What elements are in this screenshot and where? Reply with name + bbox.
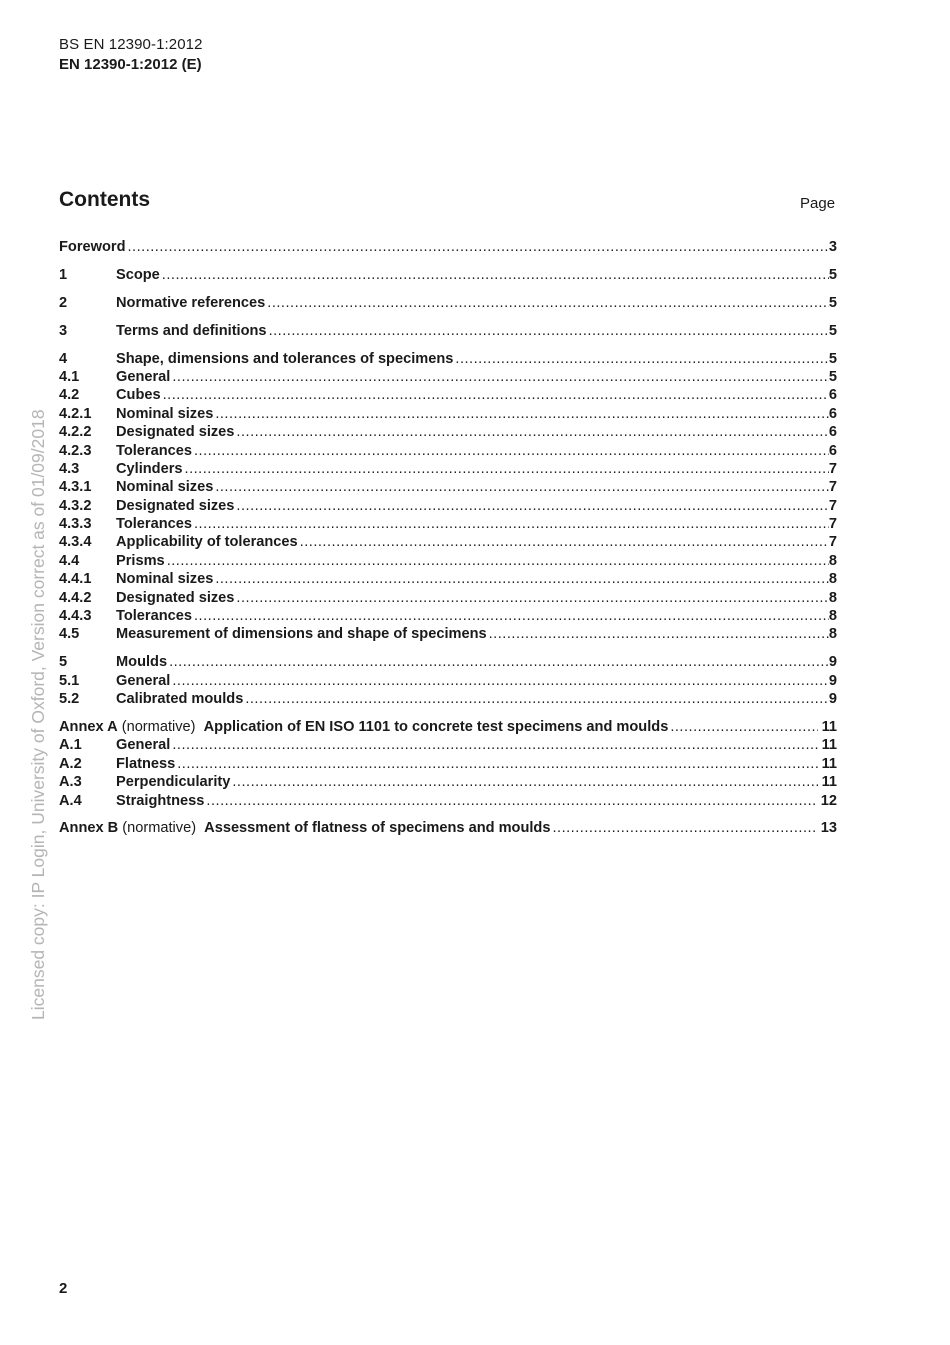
toc-leader xyxy=(236,589,828,607)
toc-entry-annex-a[interactable] xyxy=(59,718,837,736)
toc-page: 6 xyxy=(828,405,837,422)
toc-page: 9 xyxy=(828,654,837,671)
toc-leader xyxy=(177,755,817,773)
toc-number: A.2 xyxy=(59,755,82,772)
toc-title: Normative references xyxy=(116,294,266,311)
toc-entry-foreword[interactable] xyxy=(59,238,837,256)
toc-number: 5.1 xyxy=(59,672,80,689)
document-id: BS EN 12390-1:2012 xyxy=(59,36,203,53)
toc-title: Nominal sizes xyxy=(116,479,214,496)
toc-title: Terms and definitions xyxy=(116,322,267,339)
toc-entry-5[interactable] xyxy=(59,653,837,671)
toc-title: Nominal sizes xyxy=(116,571,214,588)
toc-page: 5 xyxy=(828,350,837,367)
toc-entry-4-1[interactable] xyxy=(59,368,837,386)
toc-leader xyxy=(162,266,829,284)
toc-number: A.1 xyxy=(59,737,82,754)
toc-entry-4-3-2[interactable] xyxy=(59,497,837,515)
toc-page: 11 xyxy=(821,774,837,791)
toc-number: 4.3.3 xyxy=(59,516,92,533)
toc-number: 4.2.3 xyxy=(59,442,92,459)
toc-title: Moulds xyxy=(116,654,168,671)
toc-entry-2[interactable] xyxy=(59,294,837,312)
toc-page: 11 xyxy=(821,737,837,754)
toc-number: 5.2 xyxy=(59,691,80,708)
toc-leader xyxy=(194,442,829,460)
toc-number: 4.3 xyxy=(59,460,80,477)
toc-leader xyxy=(163,386,829,404)
toc-page: 5 xyxy=(828,266,837,283)
toc-number: 3 xyxy=(59,322,68,339)
toc-entry-a-3[interactable] xyxy=(59,773,837,791)
toc-title: Foreword xyxy=(59,239,126,255)
toc-entry-annex-b[interactable] xyxy=(59,819,837,837)
toc-page: 3 xyxy=(828,239,837,255)
toc-page: 7 xyxy=(828,479,837,496)
toc-number: 4.3.4 xyxy=(59,534,92,551)
page-number: 2 xyxy=(59,1280,68,1297)
toc-title: Designated sizes xyxy=(116,497,235,514)
toc-title: Tolerances xyxy=(116,516,192,533)
toc-leader xyxy=(552,819,816,837)
toc-page: 8 xyxy=(828,608,837,625)
toc-entry-5-2[interactable] xyxy=(59,690,837,708)
toc-entry-4-5[interactable] xyxy=(59,625,837,643)
toc-title: Calibrated moulds xyxy=(116,691,244,708)
toc-leader xyxy=(269,322,829,340)
toc-page: 6 xyxy=(828,387,837,404)
toc-annex-label: Annex A xyxy=(59,718,118,735)
toc-annex-qualifier: (normative) xyxy=(121,718,196,735)
toc-entry-4[interactable] xyxy=(59,350,837,368)
toc-title: Flatness xyxy=(116,755,176,772)
toc-title: Tolerances xyxy=(116,442,192,459)
toc-title: Cylinders xyxy=(116,460,183,477)
toc-leader xyxy=(236,497,828,515)
toc-leader xyxy=(167,552,829,570)
toc-entry-4-4-2[interactable] xyxy=(59,589,837,607)
toc-page: 11 xyxy=(821,755,837,772)
toc-page: 9 xyxy=(828,672,837,689)
toc-number: A.3 xyxy=(59,774,82,791)
toc-entry-4-3-3[interactable] xyxy=(59,515,837,533)
toc-entry-4-2-2[interactable] xyxy=(59,423,837,441)
toc-page: 8 xyxy=(828,552,837,569)
toc-entry-1[interactable] xyxy=(59,266,837,284)
toc-leader xyxy=(194,607,829,625)
toc-leader xyxy=(232,773,817,791)
toc-number: A.4 xyxy=(59,792,82,809)
toc-title: Application of EN ISO 1101 to concrete test specimens and moulds xyxy=(203,718,669,735)
toc-number: 4.4 xyxy=(59,552,80,569)
table-of-contents xyxy=(59,238,837,838)
toc-leader xyxy=(300,533,829,551)
toc-number: 1 xyxy=(59,266,68,283)
toc-title: General xyxy=(116,368,171,385)
toc-title: Prisms xyxy=(116,552,165,569)
toc-annex-qualifier: (normative) xyxy=(122,820,197,837)
toc-number: 4.2.2 xyxy=(59,424,92,441)
toc-entry-a-1[interactable] xyxy=(59,736,837,754)
toc-page: 5 xyxy=(828,294,837,311)
toc-title: Nominal sizes xyxy=(116,405,214,422)
toc-page: 6 xyxy=(828,442,837,459)
toc-title: Designated sizes xyxy=(116,589,235,606)
toc-entry-4-4-1[interactable] xyxy=(59,570,837,588)
toc-number: 4.4.2 xyxy=(59,589,92,606)
toc-title: Measurement of dimensions and shape of specimens xyxy=(116,626,487,643)
toc-leader xyxy=(172,736,817,754)
toc-leader xyxy=(206,792,816,810)
toc-number: 4 xyxy=(59,350,68,367)
toc-entry-4-4[interactable] xyxy=(59,552,837,570)
toc-title: Scope xyxy=(116,266,160,283)
toc-number: 4.3.2 xyxy=(59,497,92,514)
toc-entry-4-3-4[interactable] xyxy=(59,533,837,551)
toc-page: 8 xyxy=(828,571,837,588)
license-watermark: Licensed copy: IP Login, University of Oxford, Version correct as of 01/09/2018 xyxy=(28,409,48,1020)
toc-leader xyxy=(185,460,829,478)
toc-page: 7 xyxy=(828,497,837,514)
toc-leader xyxy=(215,405,829,423)
toc-title: Straightness xyxy=(116,792,205,809)
toc-page: 12 xyxy=(820,792,837,809)
toc-leader xyxy=(194,515,829,533)
toc-page: 7 xyxy=(828,460,837,477)
toc-title: Designated sizes xyxy=(116,424,235,441)
toc-number: 4.4.1 xyxy=(59,571,92,588)
toc-leader xyxy=(267,294,829,312)
toc-page: 8 xyxy=(828,589,837,606)
toc-leader xyxy=(127,238,828,256)
toc-page: 7 xyxy=(828,516,837,533)
toc-page: 6 xyxy=(828,424,837,441)
toc-leader xyxy=(489,625,829,643)
toc-annex-label: Annex B xyxy=(59,820,119,837)
toc-entry-5-1[interactable] xyxy=(59,672,837,690)
toc-leader xyxy=(215,478,829,496)
toc-title: Perpendicularity xyxy=(116,774,231,791)
toc-page: 5 xyxy=(828,368,837,385)
toc-leader xyxy=(172,368,829,386)
toc-title: Tolerances xyxy=(116,608,192,625)
toc-entry-4-2-3[interactable] xyxy=(59,442,837,460)
toc-title: Applicability of tolerances xyxy=(116,534,298,551)
toc-entry-4-3-1[interactable] xyxy=(59,478,837,496)
toc-entry-4-2-1[interactable] xyxy=(59,405,837,423)
toc-leader xyxy=(455,350,828,368)
toc-title: Shape, dimensions and tolerances of specimens xyxy=(116,350,454,367)
toc-number: 4.3.1 xyxy=(59,479,92,496)
toc-leader xyxy=(172,672,829,690)
toc-leader xyxy=(169,653,829,671)
toc-page: 5 xyxy=(828,322,837,339)
toc-number: 4.4.3 xyxy=(59,608,92,625)
toc-title: Cubes xyxy=(116,387,161,404)
toc-number: 4.2.1 xyxy=(59,405,92,422)
toc-title: General xyxy=(116,672,171,689)
toc-page: 7 xyxy=(828,534,837,551)
toc-leader xyxy=(670,718,817,736)
toc-page: 8 xyxy=(828,626,837,643)
toc-leader xyxy=(215,570,829,588)
toc-number: 4.1 xyxy=(59,368,80,385)
contents-heading: Contents xyxy=(59,188,150,211)
toc-page: 13 xyxy=(820,820,837,837)
toc-title: Assessment of flatness of specimens and moulds xyxy=(204,820,551,837)
toc-page: 11 xyxy=(821,718,837,735)
toc-entry-4-4-3[interactable] xyxy=(59,607,837,625)
page-column-label: Page xyxy=(800,195,836,212)
toc-entry-a-4[interactable] xyxy=(59,792,837,810)
toc-entry-4-2[interactable] xyxy=(59,386,837,404)
toc-page: 9 xyxy=(828,691,837,708)
toc-number: 2 xyxy=(59,294,68,311)
toc-title: General xyxy=(116,737,171,754)
toc-entry-a-2[interactable] xyxy=(59,755,837,773)
document-id-language: EN 12390-1:2012 (E) xyxy=(59,56,202,73)
toc-number: 4.5 xyxy=(59,626,80,643)
toc-number: 5 xyxy=(59,654,68,671)
toc-entry-3[interactable] xyxy=(59,322,837,340)
toc-leader xyxy=(236,423,828,441)
toc-entry-4-3[interactable] xyxy=(59,460,837,478)
toc-number: 4.2 xyxy=(59,387,80,404)
toc-leader xyxy=(245,690,829,708)
